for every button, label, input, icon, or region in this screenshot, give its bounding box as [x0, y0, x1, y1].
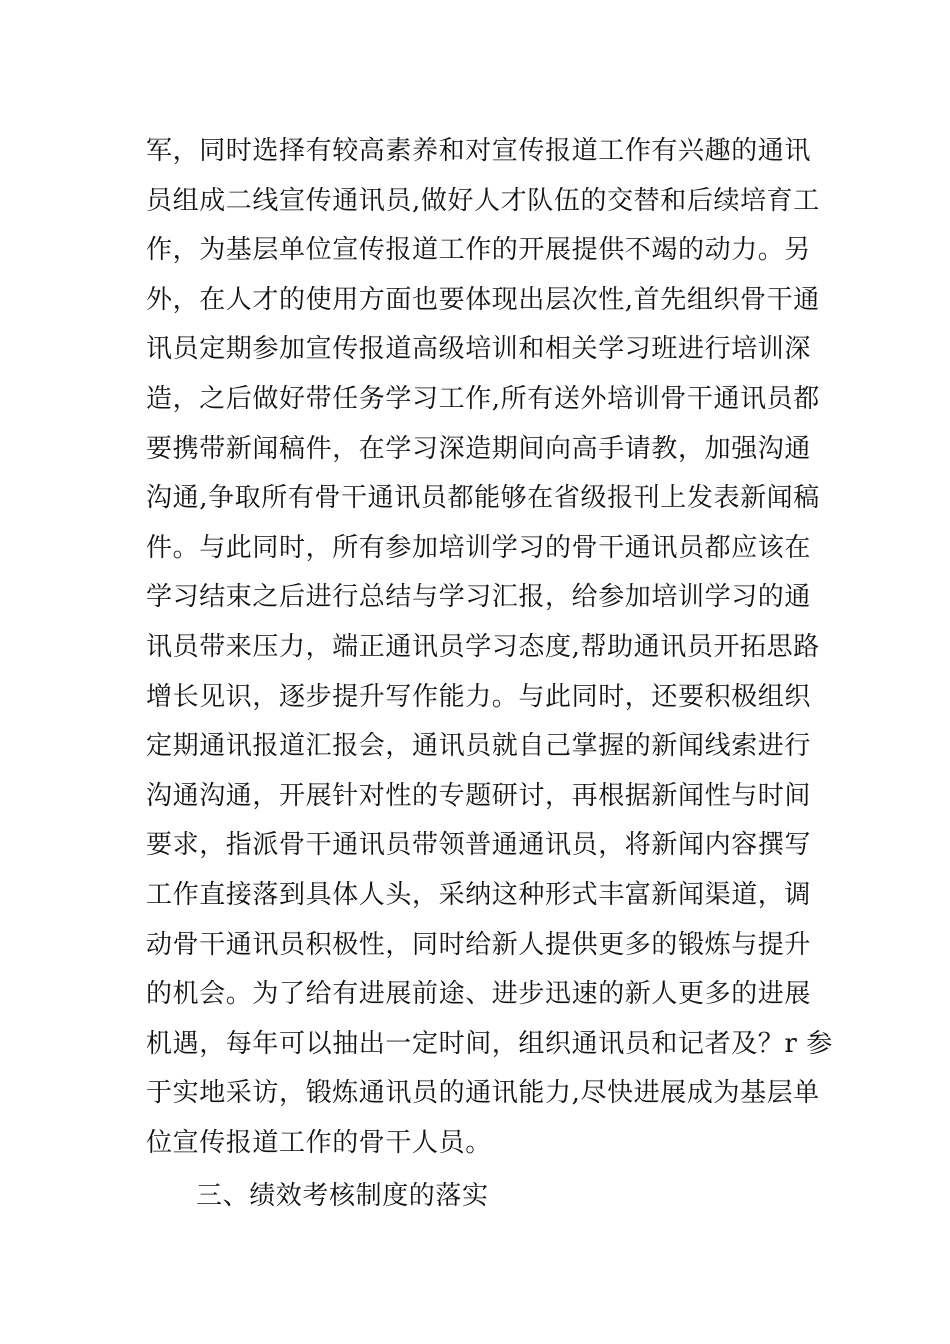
paragraph-line: 外，在人才的使用方面也要体现出层次性,首先组织骨干通: [146, 284, 820, 315]
paragraph-line: 位宣传报道工作的骨干人员。: [146, 1127, 492, 1158]
paragraph-line: 要求，指派骨干通讯员带领普通通讯员，将新闻内容撰写: [146, 830, 812, 861]
paragraph-line: 造，之后做好带任务学习工作,所有送外培训骨干通讯员都: [146, 383, 820, 414]
body-paragraph: [146, 127, 833, 1168]
paragraph-line: 件。与此同时，所有参加培训学习的骨干通讯员都应该在: [146, 532, 812, 563]
paragraph-line: 沟通,争取所有骨干通讯员都能够在省级报刊上发表新闻稿: [146, 483, 820, 514]
paragraph-line: 的机会。为了给有进展前途、进步迅速的新人更多的进展: [146, 979, 812, 1010]
paragraph-line: 工作直接落到具体人头，采纳这种形式丰富新闻渠道，调: [146, 879, 812, 910]
paragraph-line: 作，为基层单位宣传报道工作的开展提供不竭的动力。另: [146, 235, 812, 266]
paragraph-line: 定期通讯报道汇报会，通讯员就自己掌握的新闻线索进行: [146, 731, 812, 762]
paragraph-line: 增长见识，逐步提升写作能力。与此同时，还要积极组织: [146, 681, 812, 712]
paragraph-line: 学习结束之后进行总结与学习汇报，给参加培训学习的通: [146, 582, 812, 613]
paragraph-line: 员组成二线宣传通讯员,做好人才队伍的交替和后续培育工: [146, 185, 820, 216]
paragraph-line: 机遇，每年可以抽出一定时间，组织通讯员和记者及？r 参: [146, 1028, 833, 1059]
paragraph-line: 讯员定期参加宣传报道高级培训和相关学习班进行培训深: [146, 334, 812, 365]
section-heading: 三、绩效考核制度的落实: [196, 1181, 489, 1211]
paragraph-line: 军，同时选择有较高素养和对宣传报道工作有兴趣的通讯: [146, 136, 812, 166]
paragraph-line: 动骨干通讯员积极性，同时给新人提供更多的锻炼与提升: [146, 929, 812, 960]
paragraph-line: 沟通沟通，开展针对性的专题研讨，再根据新闻性与时间: [146, 780, 812, 811]
paragraph-line: 要携带新闻稿件，在学习深造期间向高手请教，加强沟通: [146, 433, 812, 464]
paragraph-line: 于实地采访，锻炼通讯员的通讯能力,尽快进展成为基层单: [146, 1078, 820, 1109]
paragraph-line: 讯员带来压力，端正通讯员学习态度,帮助通讯员开拓思路: [146, 631, 820, 662]
